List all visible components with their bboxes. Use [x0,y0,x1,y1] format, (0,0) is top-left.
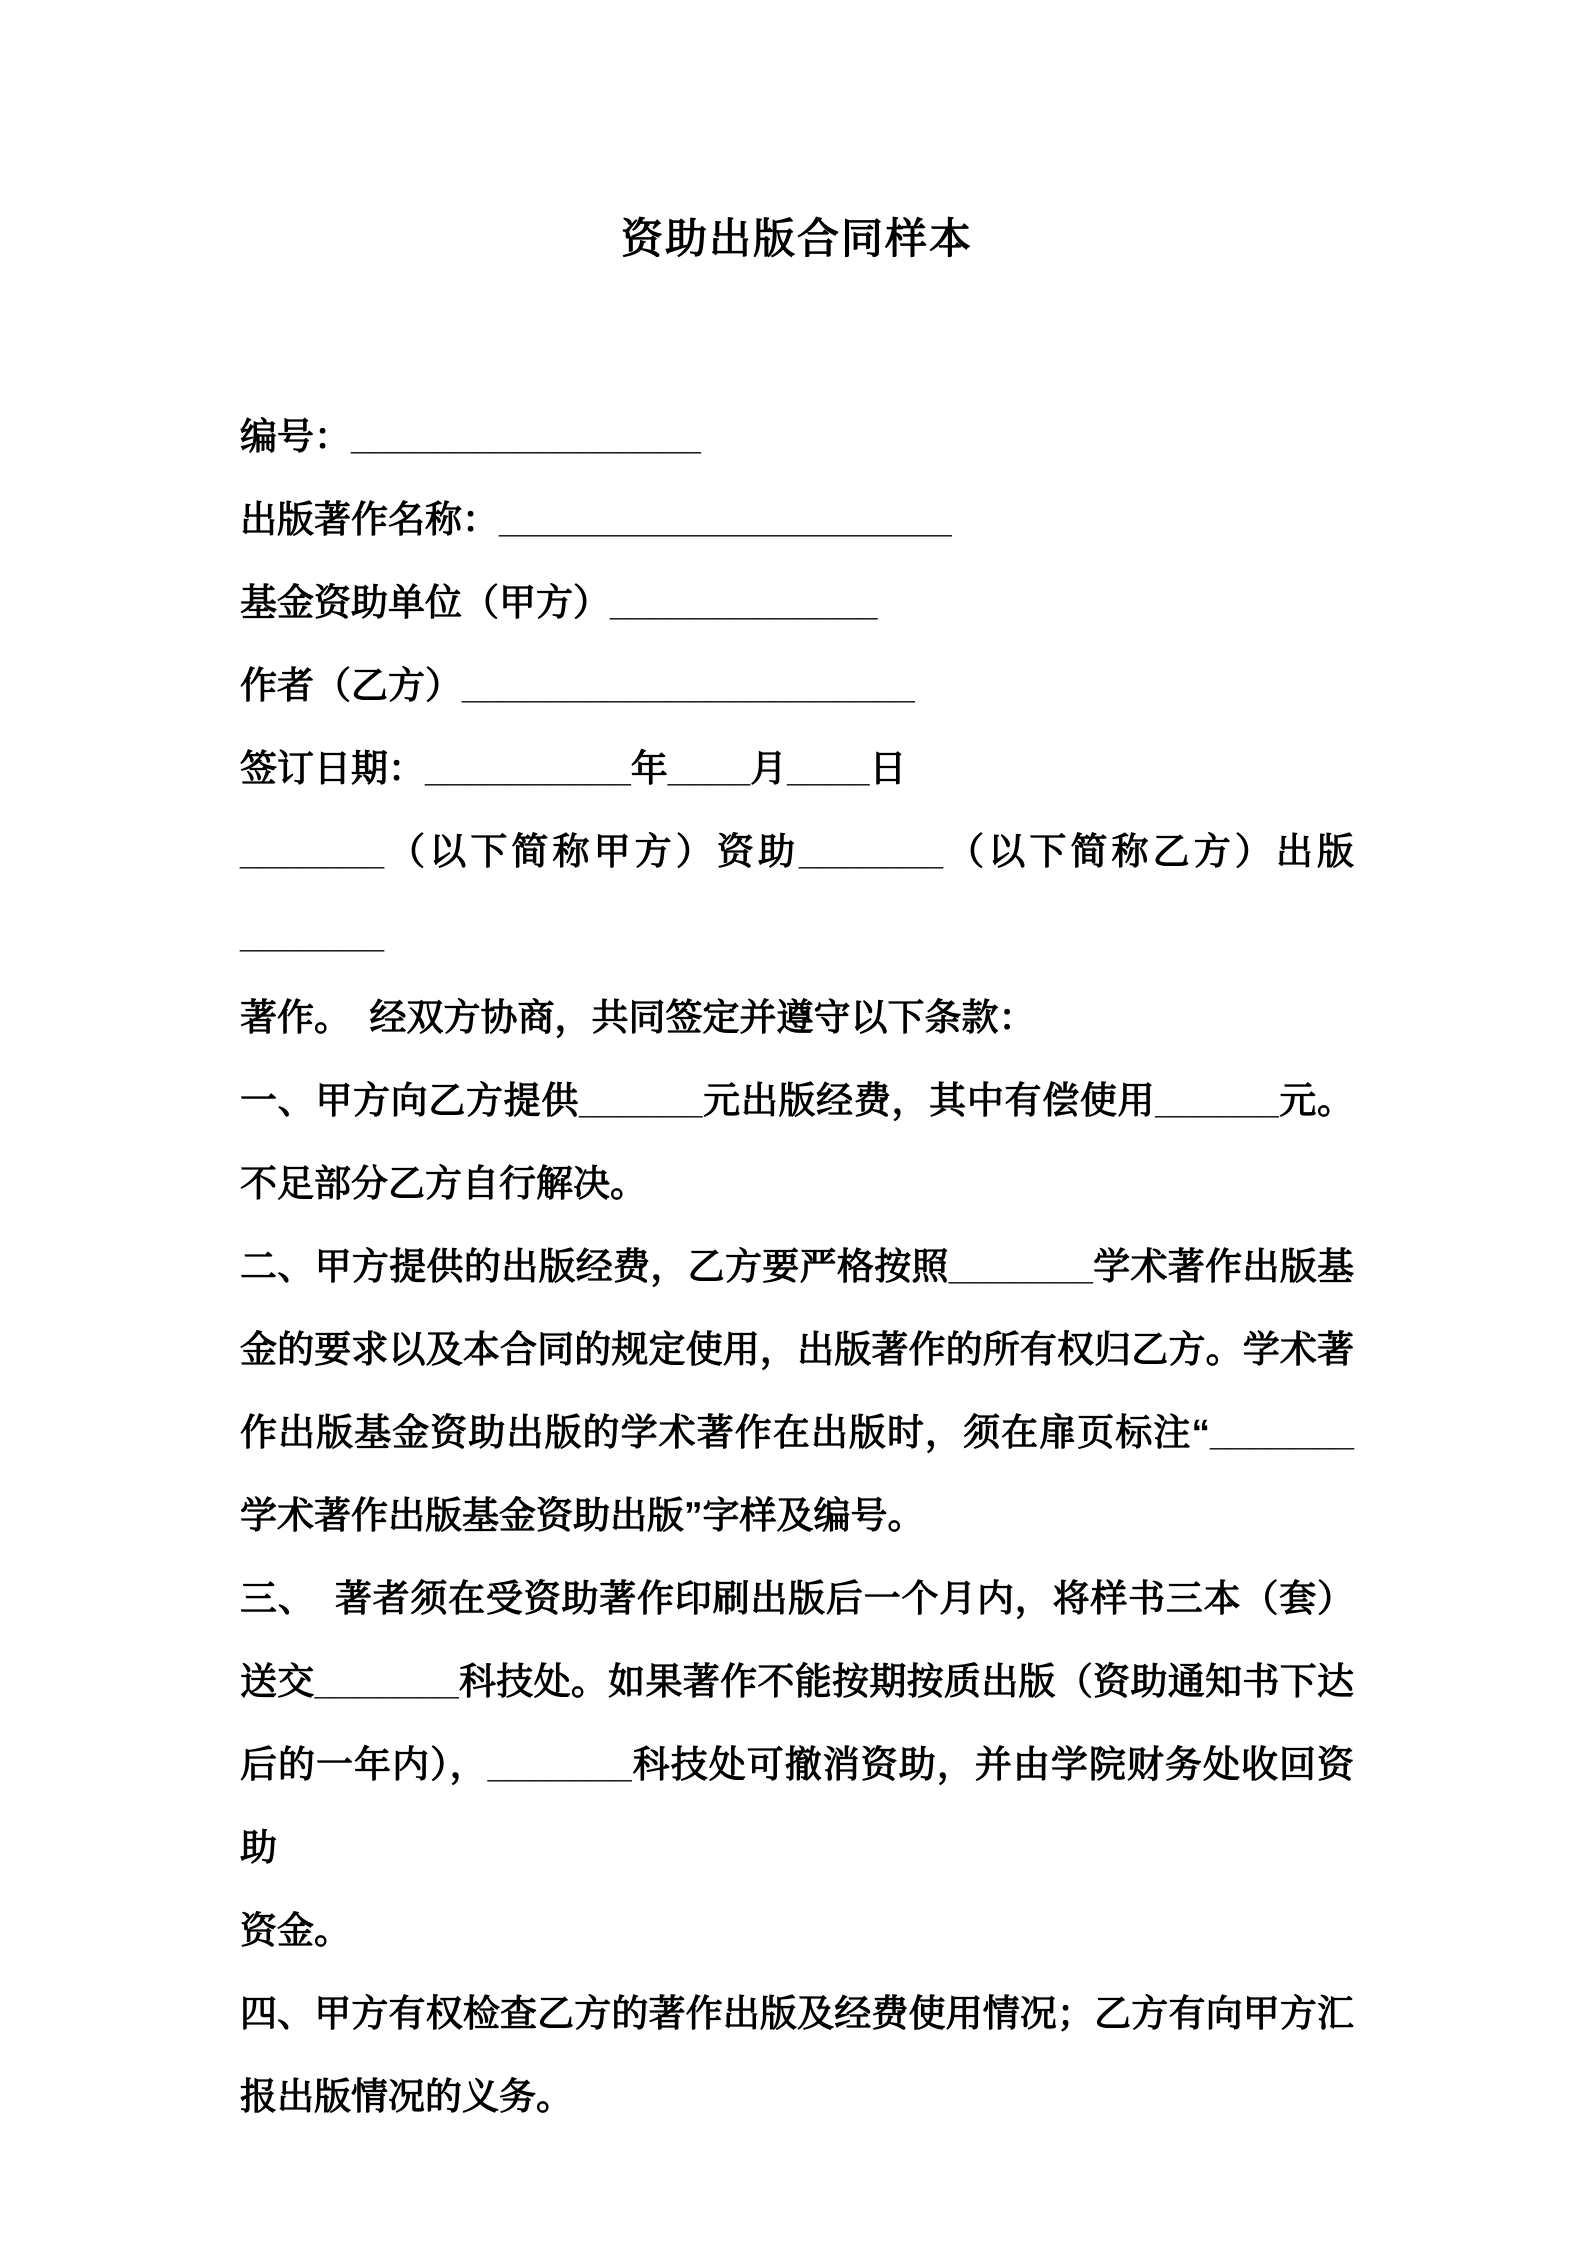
document-title: 资助出版合同样本 [620,215,973,262]
clause-2-line: 二、甲方提供的出版经费，乙方要严格按照_______学术著作出版基 [240,1246,1354,1287]
work-title-line: 出版著作名称：______________________ [240,499,952,540]
preamble-line: 著作。 经双方协商，共同签定并遵守以下条款： [240,997,1036,1038]
party-b-line: 作者（乙方）______________________ [240,665,915,706]
clause-2-line: 学术著作出版基金资助出版”字样及编号。 [240,1495,925,1536]
clause-3-line: 资金。 [240,1910,351,1951]
clause-1-line: 不足部分乙方自行解决。 [240,1163,647,1204]
clause-3-line: 三、 著者须在受资助著作印刷出版后一个月内，将样书三本（套） [240,1578,1354,1619]
clause-3-line: 送交_______科技处。如果著作不能按期按质出版（资助通知书下达 [240,1661,1354,1702]
clause-2-line: 作出版基金资助出版的学术著作在出版时，须在扉页标注“_______ [240,1412,1354,1453]
clause-4-line: 四、甲方有权检查乙方的著作出版及经费使用情况；乙方有向甲方汇 [240,1993,1354,2034]
party-a-line: 基金资助单位（甲方）_____________ [240,582,878,623]
clause-1-line: 一、甲方向乙方提供______元出版经费，其中有偿使用______元。 [240,1080,1354,1121]
signing-date-line: 签订日期：__________年____月____日 [240,748,907,789]
preamble-line: _______（以下简称甲方）资助_______（以下简称乙方）出版_______ [240,831,1354,955]
document-body [240,395,1354,2138]
clause-4-line: 报出版情况的义务。 [240,2076,573,2117]
clause-2-line: 金的要求以及本合同的规定使用，出版著作的所有权归乙方。学术著 [240,1329,1354,1370]
serial-number-line: 编号：_________________ [240,416,701,457]
clause-3-line: 后的一年内），_______科技处可撤消资助，并由学院财务处收回资助 [240,1744,1354,1868]
